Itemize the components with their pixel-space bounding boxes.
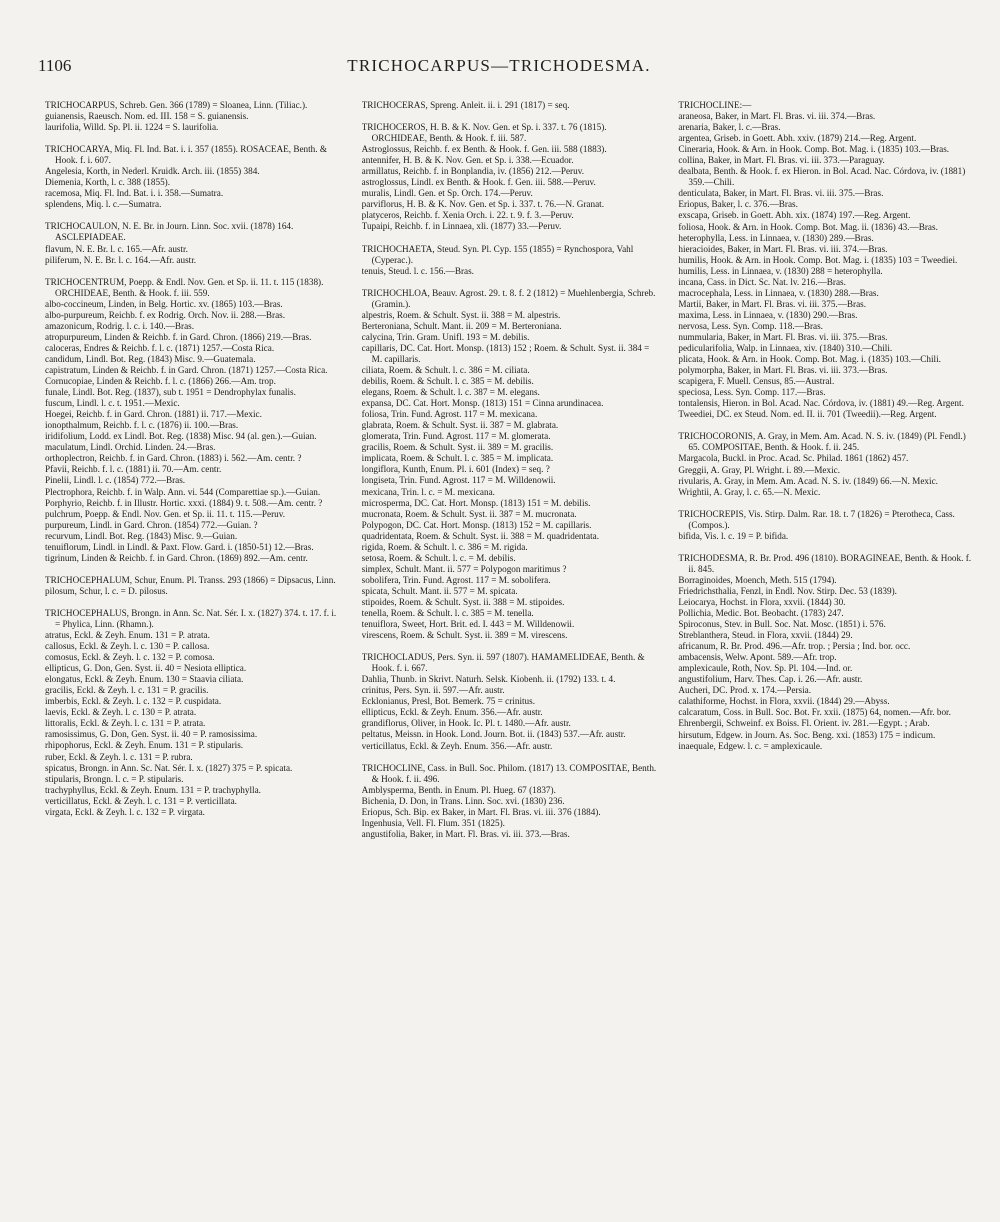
species-entry: littoralis, Eckl. & Zeyh. l. c. 131 = P. atrata. xyxy=(45,718,206,729)
genus-entry: TRICHOCEPHALUS, Brongn. in Ann. Sc. Nat. Sér. I. x. (1827) 374. t. 17. f. i. = Phylica, Linn. (Rhamn.). xyxy=(45,607,337,629)
species-entry: recurvum, Lindl. Bot. Reg. (1843) Misc. 9.—Guian. xyxy=(45,530,238,541)
species-entry: arenaria, Baker, l. c.—Bras. xyxy=(678,122,781,133)
species-entry: Friedrichsthalia, Fenzl, in Endl. Nov. Stirp. Dec. 53 (1839). xyxy=(678,585,897,596)
species-entry: humilis, Less. in Linnaea, v. (1830) 288 = heterophylla. xyxy=(678,265,883,276)
species-entry: collina, Baker, in Mart. Fl. Bras. vi. iii. 373.—Paraguay. xyxy=(678,155,885,166)
species-entry: setosa, Roem. & Schult. l. c. = M. debilis. xyxy=(361,552,516,563)
species-entry: expansa, DC. Cat. Hort. Monsp. (1813) 151 = Cinna arundinacea. xyxy=(361,398,604,409)
species-entry: stipoides, Roem. & Schult. Syst. ii. 388 = M. stipoides. xyxy=(361,596,565,607)
species-entry: Streblanthera, Steud. in Flora, xxvii. (1844) 29. xyxy=(678,630,853,641)
species-entry: Eriopus, Baker, l. c. 376.—Bras. xyxy=(678,199,798,210)
species-entry: Greggii, A. Gray, Pl. Wright. i. 89.—Mexic. xyxy=(678,464,841,475)
species-entry: Polypogon, DC. Cat. Hort. Monsp. (1813) 152 = M. capillaris. xyxy=(361,519,592,530)
species-entry: gracilis, Eckl. & Zeyh. l. c. 131 = P. gracilis. xyxy=(45,685,209,696)
species-entry: scapigera, F. Muell. Census, 85.—Austral. xyxy=(678,376,835,387)
species-entry: Ingenhusia, Vell. Fl. Flum. 351 (1825). xyxy=(361,817,505,828)
species-entry: platyceros, Reichb. f. Xenia Orch. i. 22. t. 9. f. 3.—Peruv. xyxy=(361,210,574,221)
species-entry: tenuiflorum, Lindl. in Lindl. & Paxt. Flow. Gard. i. (1850-51) 12.—Bras. xyxy=(45,541,314,552)
species-entry: comosus, Eckl. & Zeyh. l. c. 132 = P. comosa. xyxy=(45,652,215,663)
species-entry: hirsutum, Edgew. in Journ. As. Soc. Beng. xxi. (1853) 175 = indicum. xyxy=(678,729,936,740)
species-entry: Cornucopiae, Linden & Reichb. f. l. c. (1866) 266.—Am. trop. xyxy=(45,376,276,387)
species-entry: heterophylla, Less. in Linnaea, v. (1830) 289.—Bras. xyxy=(678,232,874,243)
species-entry: armillatus, Reichb. f. in Bonplandia, iv. (1856) 212.—Peruv. xyxy=(361,166,585,177)
species-entry: Tweediei, DC. ex Steud. Nom. ed. II. ii. 701 (Tweedii).—Reg. Argent. xyxy=(678,409,937,420)
species-entry: macrocephala, Less. in Linnaea, v. (1830) 288.—Bras. xyxy=(678,287,879,298)
species-entry: virgata, Eckl. & Zeyh. l. c. 132 = P. virgata. xyxy=(45,806,205,817)
species-entry: foliosa, Hook. & Arn. in Hook. Comp. Bot. Mag. ii. (1836) 43.—Bras. xyxy=(678,221,938,232)
genus-entry: TRICHOCAULON, N. E. Br. in Journ. Linn. Soc. xvii. (1878) 164. ASCLEPIADEAE. xyxy=(45,221,294,243)
species-entry: inaequale, Edgew. l. c. = amplexicaule. xyxy=(678,740,823,751)
species-entry: angustifolium, Harv. Thes. Cap. i. 26.—Afr. austr. xyxy=(678,674,863,685)
species-entry: Plectrophora, Reichb. f. in Walp. Ann. vi. 544 (Comparettiae sp.).—Guian. xyxy=(45,486,321,497)
species-entry: alpestris, Roem. & Schult. Syst. ii. 388 = M. alpestris. xyxy=(361,309,561,320)
genus-entry: TRICHOCLINE:— xyxy=(678,100,752,110)
species-entry: argentea, Griseb. in Goett. Abh. xxiv. (1879) 214.—Reg. Argent. xyxy=(678,133,917,144)
species-entry: atratus, Eckl. & Zeyh. Enum. 131 = P. atrata. xyxy=(45,630,210,641)
species-entry: pilosum, Schur, l. c. = D. pilosus. xyxy=(45,585,168,596)
species-entry: crinitus, Pers. Syn. ii. 597.—Afr. austr. xyxy=(361,685,505,696)
species-entry: verticillatus, Eckl. & Zeyh. l. c. 131 = P. verticillata. xyxy=(45,795,237,806)
species-entry: Berteroniana, Schult. Mant. ii. 209 = M. Berteroniana. xyxy=(361,320,562,331)
genus-entry: TRICHOCARYA, Miq. Fl. Ind. Bat. i. i. 357 (1855). ROSACEAE, Benth. & Hook. f. i. 607. xyxy=(45,144,328,166)
species-entry: Pollichia, Medic. Bot. Beobacht. (1783) 247. xyxy=(678,608,844,619)
species-entry: tigrinum, Linden & Reichb. f. in Gard. Chron. (1869) 892.—Am. centr. xyxy=(45,552,308,563)
species-entry: ionopthalmum, Reichb. f. l. c. (1876) ii. 100.—Bras. xyxy=(45,420,239,431)
species-entry: purpureum, Lindl. in Gard. Chron. (1854) 772.—Guian. ? xyxy=(45,519,258,530)
genus-entry: TRICHOCHLOA, Beauv. Agrost. 29. t. 8. f. 2 (1812) = Muehlenbergia, Schreb. (Gramin.). xyxy=(361,287,656,309)
species-entry: Leiocarya, Hochst. in Flora, xxvii. (1844) 30. xyxy=(678,596,846,607)
species-entry: albo-purpureum, Reichb. f. ex Rodrig. Orch. Nov. ii. 288.—Bras. xyxy=(45,309,286,320)
species-entry: peltatus, Meissn. in Hook. Lond. Journ. Bot. ii. (1843) 537.—Afr. austr. xyxy=(361,729,626,740)
species-entry: verticillatus, Eckl. & Zeyh. Enum. 356.—Afr. austr. xyxy=(361,740,553,751)
species-entry: polymorpha, Baker, in Mart. Fl. Bras. vi. iii. 373.—Bras. xyxy=(678,365,888,376)
species-entry: Amblysperma, Benth. in Enum. Pl. Hueg. 67 (1837). xyxy=(361,784,556,795)
species-entry: spicata, Schult. Mant. ii. 577 = M. spicata. xyxy=(361,585,518,596)
index-columns xyxy=(45,100,975,1214)
species-entry: glomerata, Trin. Fund. Agrost. 117 = M. glomerata. xyxy=(361,431,551,442)
species-entry: piliferum, N. E. Br. l. c. 164.—Afr. austr. xyxy=(45,254,197,265)
species-entry: Margacola, Buckl. in Proc. Acad. Sc. Philad. 1861 (1862) 457. xyxy=(678,453,909,464)
page-header xyxy=(38,52,960,88)
species-entry: incana, Cass. in Dict. Sc. Nat. lv. 216.—Bras. xyxy=(678,276,846,287)
species-entry: calycina, Trin. Gram. Unifl. 193 = M. debilis. xyxy=(361,331,530,342)
species-entry: pedicularifolia, Walp. in Linnaea, xiv. (1840) 310.—Chili. xyxy=(678,343,893,354)
species-entry: capillaris, DC. Cat. Hort. Monsp. (1813) 152 ; Roem. & Schult. Syst. ii. 384 = M. capillaris. xyxy=(361,342,650,364)
genus-entry: TRICHOCENTRUM, Poepp. & Endl. Nov. Gen. et Sp. ii. 11. t. 115 (1838). ORCHIDEAE, Benth. & Hook. f. iii. 559. xyxy=(45,276,324,298)
species-entry: Angelesia, Korth, in Nederl. Kruidk. Arch. iii. (1855) 384. xyxy=(45,166,260,177)
species-entry: longiflora, Kunth, Enum. Pl. i. 601 (Index) = seq. ? xyxy=(361,464,550,475)
species-entry: ruber, Eckl. & Zeyh. l. c. 131 = P. rubra. xyxy=(45,751,193,762)
species-entry: atropurpureum, Linden & Reichb. f. in Gard. Chron. (1866) 219.—Bras. xyxy=(45,331,312,342)
genus-entry: TRICHOCLADUS, Pers. Syn. ii. 597 (1807). HAMAMELIDEAE, Benth. & Hook. f. i. 667. xyxy=(361,652,645,674)
index-column-2 xyxy=(362,100,659,1214)
species-entry: laevis, Eckl. & Zeyh. l. c. 130 = P. atrata. xyxy=(45,707,197,718)
species-entry: elegans, Roem. & Schult. l. c. 387 = M. elegans. xyxy=(361,387,540,398)
species-entry: Diemenia, Korth, l. c. 388 (1855). xyxy=(45,177,171,188)
species-entry: Spiroconus, Stev. in Bull. Soc. Nat. Mosc. (1851) i. 576. xyxy=(678,619,886,630)
species-entry: capistratum, Linden & Reichb. f. in Gard. Chron. (1871) 1257.—Costa Rica. xyxy=(45,364,328,375)
species-entry: orthoplectron, Reichb. f. in Gard. Chron. (1883) i. 562.—Am. centr. ? xyxy=(45,453,302,464)
species-entry: ciliata, Roem. & Schult. l. c. 386 = M. ciliata. xyxy=(361,364,530,375)
species-entry: Tupaipi, Reichb. f. in Linnaea, xli. (1877) 33.—Peruv. xyxy=(361,221,562,232)
species-entry: splendens, Miq. l. c.—Sumatra. xyxy=(45,199,162,210)
species-entry: exscapa, Griseb. in Goett. Abh. xix. (1874) 197.—Reg. Argent. xyxy=(678,210,911,221)
species-entry: hieracioides, Baker, in Mart. Fl. Bras. vi. iii. 374.—Bras. xyxy=(678,243,888,254)
species-entry: Borraginoides, Moench, Meth. 515 (1794). xyxy=(678,574,837,585)
genus-entry: TRICHODESMA, R. Br. Prod. 496 (1810). BORAGINEAE, Benth. & Hook. f. ii. 845. xyxy=(678,552,972,574)
species-entry: Hoegei, Reichb. f. in Gard. Chron. (1881) ii. 717.—Mexic. xyxy=(45,409,262,420)
species-entry: calathiforme, Hochst. in Flora, xxvii. (1844) 29.—Abyss. xyxy=(678,696,890,707)
species-entry: tenuis, Steud. l. c. 156.—Bras. xyxy=(361,265,474,276)
species-entry: mucronata, Roem. & Schult. Syst. ii. 387 = M. mucronata. xyxy=(361,508,577,519)
species-entry: elongatus, Eckl. & Zeyh. Enum. 130 = Staavia ciliata. xyxy=(45,674,244,685)
species-entry: muralis, Lindl. Gen. et Sp. Orch. 174.—Peruv. xyxy=(361,188,533,199)
species-entry: mexicana, Trin. l. c. = M. mexicana. xyxy=(361,486,495,497)
species-entry: rhipophorus, Eckl. & Zeyh. Enum. 131 = P. stipularis. xyxy=(45,740,244,751)
species-entry: Eriopus, Sch. Bip. ex Baker, in Mart. Fl. Bras. vi. iii. 376 (1884). xyxy=(361,806,601,817)
species-entry: Wrightii, A. Gray, l. c. 65.—N. Mexic. xyxy=(678,486,821,497)
species-entry: debilis, Roem. & Schult. l. c. 385 = M. debilis. xyxy=(361,376,534,387)
species-entry: longiseta, Trin. Fund. Agrost. 117 = M. Willdenowii. xyxy=(361,475,556,486)
species-entry: ramosissimus, G. Don, Gen. Syst. ii. 40 = P. ramosissima. xyxy=(45,729,258,740)
species-entry: denticulata, Baker, in Mart. Fl. Bras. vi. iii. 375.—Bras. xyxy=(678,188,884,199)
species-entry: stipularis, Brongn. l. c. = P. stipularis. xyxy=(45,773,184,784)
species-entry: iridifolium, Lodd. ex Lindl. Bot. Reg. (1838) Misc. 94 (al. gen.).—Guian. xyxy=(45,431,317,442)
running-head: TRICHOCARPUS—TRICHODESMA. xyxy=(347,56,651,75)
species-entry: angustifolia, Baker, in Mart. Fl. Bras. vi. iii. 373.—Bras. xyxy=(361,828,570,839)
species-entry: candidum, Lindl. Bot. Reg. (1843) Misc. 9.—Guatemala. xyxy=(45,353,256,364)
species-entry: plicata, Hook. & Arn. in Hook. Comp. Bot. Mag. i. (1835) 103.—Chili. xyxy=(678,354,941,365)
species-entry: maxima, Less. in Linnaea, v. (1830) 290.—Bras. xyxy=(678,309,858,320)
species-entry: ellipticus, G. Don, Gen. Syst. ii. 40 = Nesiota elliptica. xyxy=(45,663,247,674)
species-entry: astroglossus, Lindl. ex Benth. & Hook. f. Gen. iii. 588.—Peruv. xyxy=(361,177,596,188)
species-entry: maculatum, Lindl. Orchid. Linden. 24.—Bras. xyxy=(45,442,216,453)
species-entry: rivularis, A. Gray, in Mem. Am. Acad. N. S. iv. (1849) 66.—N. Mexic. xyxy=(678,475,938,486)
species-entry: Pfavii, Reichb. f. l. c. (1881) ii. 70.—Am. centr. xyxy=(45,464,222,475)
species-entry: spicatus, Brongn. in Ann. Sc. Nat. Sér. I. x. (1827) 375 = P. spicata. xyxy=(45,762,293,773)
species-entry: africanum, R. Br. Prod. 496.—Afr. trop. ; Persia ; Ind. bor. occ. xyxy=(678,641,911,652)
species-entry: Ehrenbergii, Schweinf. ex Boiss. Fl. Orient. iv. 281.—Egypt. ; Arab. xyxy=(678,718,930,729)
species-entry: humilis, Hook. & Arn. in Hook. Comp. Bot. Mag. i. (1835) 103 = Tweediei. xyxy=(678,254,958,265)
species-entry: fuscum, Lindl. l. c. t. 1951.—Mexic. xyxy=(45,398,180,409)
species-entry: dealbata, Benth. & Hook. f. ex Hieron. in Bol. Acad. Nac. Córdova, iv. (1881) 359.—Chili. xyxy=(678,166,966,188)
species-entry: nervosa, Less. Syn. Comp. 118.—Bras. xyxy=(678,320,823,331)
species-entry: caloceras, Endres & Reichb. f. l. c. (1871) 1257.—Costa Rica. xyxy=(45,342,275,353)
species-entry: imberbis, Eckl. & Zeyh. l. c. 132 = P. cuspidata. xyxy=(45,696,222,707)
species-entry: calcaratum, Coss. in Bull. Soc. Bot. Fr. xxii. (1875) 64, nomen.—Afr. bor. xyxy=(678,707,951,718)
species-entry: glabrata, Roem. & Schult. Syst. ii. 387 = M. glabrata. xyxy=(361,420,559,431)
species-entry: bifida, Vis. l. c. 19 = P. bifida. xyxy=(678,530,789,541)
genus-entry: TRICHOCLINE, Cass. in Bull. Soc. Philom. (1817) 13. COMPOSITAE, Benth. & Hook. f. ii. 496. xyxy=(361,762,657,784)
genus-entry: TRICHOCARPUS, Schreb. Gen. 366 (1789) = Sloanea, Linn. (Tiliac.). xyxy=(45,100,308,110)
species-entry: Ecklonianus, Presl, Bot. Bemerk. 75 = crinitus. xyxy=(361,696,536,707)
species-entry: callosus, Eckl. & Zeyh. l. c. 130 = P. callosa. xyxy=(45,641,210,652)
species-entry: Pinelii, Lindl. l. c. (1854) 772.—Bras. xyxy=(45,475,186,486)
species-entry: araneosa, Baker, in Mart. Fl. Bras. vi. iii. 374.—Bras. xyxy=(678,111,876,122)
species-entry: virescens, Roem. & Schult. Syst. ii. 389 = M. virescens. xyxy=(361,630,568,641)
genus-entry: TRICHOCREPIS, Vis. Stirp. Dalm. Rar. 18. t. 7 (1826) = Pterotheca, Cass. (Compos.). xyxy=(678,508,955,530)
species-entry: speciosa, Less. Syn. Comp. 117.—Bras. xyxy=(678,387,826,398)
species-entry: albo-coccineum, Linden, in Belg. Hortic. xv. (1865) 103.—Bras. xyxy=(45,298,283,309)
species-entry: tenella, Roem. & Schult. l. c. 385 = M. tenella. xyxy=(361,608,534,619)
species-entry: nummularia, Baker, in Mart. Fl. Bras. vi. iii. 375.—Bras. xyxy=(678,331,888,342)
species-entry: ellipticus, Eckl. & Zeyh. Enum. 356.—Afr. austr. xyxy=(361,707,543,718)
species-entry: quadridentata, Roem. & Schult. Syst. ii. 388 = M. quadridentata. xyxy=(361,530,600,541)
species-entry: parviflorus, H. B. & K. Nov. Gen. et Sp. i. 337. t. 76.—N. Granat. xyxy=(361,199,605,210)
index-column-3 xyxy=(678,100,975,1214)
species-entry: Bichenia, D. Don, in Trans. Linn. Soc. xvi. (1830) 236. xyxy=(361,795,565,806)
species-entry: amplexicaule, Roth, Nov. Sp. Pl. 104.—Ind. or. xyxy=(678,663,853,674)
genus-entry: TRICHOCORONIS, A. Gray, in Mem. Am. Acad. N. S. iv. (1849) (Pl. Fendl.) 65. COMPOSITAE, Benth. & Hook. f. ii. 245. xyxy=(678,431,966,453)
species-entry: gracilis, Roem. & Schult. Syst. ii. 389 = M. gracilis. xyxy=(361,442,554,453)
species-entry: racemosa, Miq. Fl. Ind. Bat. i. i. 358.—Sumatra. xyxy=(45,188,224,199)
index-column-1 xyxy=(45,100,342,1214)
genus-entry: TRICHOCERAS, Spreng. Anleit. ii. i. 291 (1817) = seq. xyxy=(361,100,570,110)
species-entry: sobolifera, Trin. Fund. Agrost. 117 = M. sobolifera. xyxy=(361,574,551,585)
species-entry: laurifolia, Willd. Sp. Pl. ii. 1224 = S. laurifolia. xyxy=(45,122,219,133)
species-entry: Astroglossus, Reichb. f. ex Benth. & Hook. f. Gen. iii. 588 (1883). xyxy=(361,144,607,155)
species-entry: grandiflorus, Oliver, in Hook. Ic. Pl. t. 1480.—Afr. austr. xyxy=(361,718,571,729)
genus-entry: TRICHOCEPHALUM, Schur, Enum. Pl. Transs. 293 (1866) = Dipsacus, Linn. xyxy=(45,574,336,585)
species-entry: ambacensis, Welw. Apont. 589.—Afr. trop. xyxy=(678,652,837,663)
species-entry: guianensis, Raeusch. Nom. ed. III. 158 = S. guianensis. xyxy=(45,111,249,122)
species-entry: Martii, Baker, in Mart. Fl. Bras. vi. iii. 375.—Bras. xyxy=(678,298,867,309)
species-entry: Aucheri, DC. Prod. x. 174.—Persia. xyxy=(678,685,812,696)
species-entry: antennifer, H. B. & K. Nov. Gen. et Sp. i. 338.—Ecuador. xyxy=(361,155,574,166)
species-entry: tenuiflora, Sweet, Hort. Brit. ed. I. 443 = M. Willdenowii. xyxy=(361,619,575,630)
genus-entry: TRICHOCHAETA, Steud. Syn. Pl. Cyp. 155 (1855) = Rynchospora, Vahl (Cyperac.). xyxy=(361,243,634,265)
genus-entry: TRICHOCEROS, H. B. & K. Nov. Gen. et Sp. i. 337. t. 76 (1815). ORCHIDEAE, Benth. & Hook. f. iii. 587. xyxy=(361,122,607,144)
species-entry: amazonicum, Rodrig. l. c. i. 140.—Bras. xyxy=(45,320,195,331)
species-entry: Porphyrio, Reichb. f. in Illustr. Hortic. xxxi. (1884) 9. t. 508.—Am. centr. ? xyxy=(45,497,323,508)
page-number: 1106 xyxy=(38,56,72,75)
species-entry: pulchrum, Poepp. & Endl. Nov. Gen. et Sp. ii. 11. t. 115.—Peruv. xyxy=(45,508,286,519)
species-entry: Cineraria, Hook. & Arn. in Hook. Comp. Bot. Mag. i. (1835) 103.—Bras. xyxy=(678,144,950,155)
species-entry: flavum, N. E. Br. l. c. 165.—Afr. austr. xyxy=(45,243,188,254)
species-entry: simplex, Schult. Mant. ii. 577 = Polypogon maritimus ? xyxy=(361,563,567,574)
species-entry: rigida, Roem. & Schult. l. c. 386 = M. rigida. xyxy=(361,541,528,552)
species-entry: foliosa, Trin. Fund. Agrost. 117 = M. mexicana. xyxy=(361,409,538,420)
species-entry: trachyphyllus, Eckl. & Zeyh. Enum. 131 = P. trachyphylla. xyxy=(45,784,261,795)
species-entry: funale, Lindl. Bot. Reg. (1837), sub t. 1951 = Dendrophylax funalis. xyxy=(45,387,296,398)
species-entry: tontalensis, Hieron. in Bol. Acad. Nac. Córdova, iv. (1881) 49.—Reg. Argent. xyxy=(678,398,964,409)
species-entry: Dahlia, Thunb. in Skrivt. Naturh. Selsk. Kiobenh. ii. (1792) 133. t. 4. xyxy=(361,674,616,685)
species-entry: implicata, Roem. & Schult. l. c. 385 = M. implicata. xyxy=(361,453,554,464)
species-entry: microsperma, DC. Cat. Hort. Monsp. (1813) 151 = M. debilis. xyxy=(361,497,591,508)
